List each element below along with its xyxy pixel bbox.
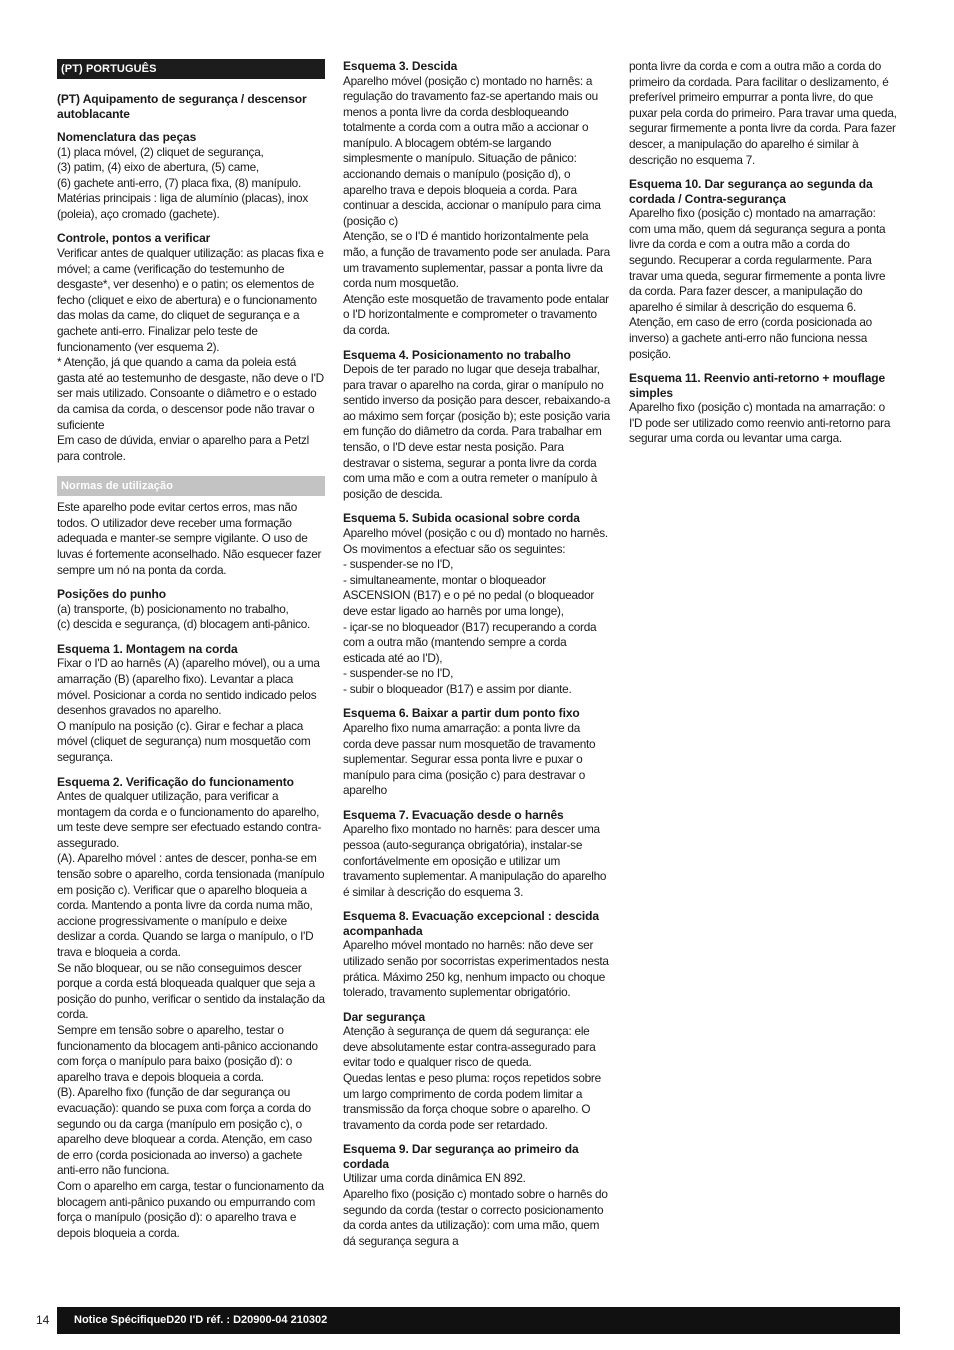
esquema5-text: Aparelho móvel (posição c ou d) montado no harnês. Os movimentos a efectuar são os seguintes: - suspender-se no I'D, - simultaneamente, montar o bloqueador ASCENSION (B17) e o pé no pedal (o bloqueador deve estar ligado ao harnês por uma longe), - içar-se no bloqueador (B17) recuperando a corda com a outra mão (mantendo sempre a corda esticada até ao I'D), - suspender-se no I'D, - subir o bloqueador (B17) e assim por diante.: [343, 525, 608, 696]
page-number: 14: [36, 1313, 50, 1327]
posicoes-heading: Posições do punho: [57, 587, 166, 602]
esquema9-text-part2: ponta livre da corda e com a outra mão a corda do primeiro da cordada. Para facilitar o deslizamento, é preferível primeiro empurrar a ponta livre, do que puxar pela corda do primeiro. Para travar uma queda, segurar firmemente a ponta livre da corda. Para fazer descer, a manipulação do aparelho é similar à descrição no esquema 7.: [629, 59, 897, 167]
esquema1-text: Fixar o I'D ao harnês (A) (aparelho móvel), ou a uma amarração (B) (aparelho fixo). Levantar a placa móvel. Posicionar a corda no sentido indicado pelos desenhos gravados no aparelho. O manípulo na posição (c). Girar e fechar a placa móvel (cliquet de segurança) num mosquetão com segurança.: [57, 656, 320, 764]
esquema9-text-part1: Utilizar uma corda dinâmica EN 892. Aparelho fixo (posição c) montado sobre o harnês do segundo da corda (testar o correcto posicionamento da corda antes da utilização): com uma mão, quem dá segurança segura a: [343, 1171, 608, 1248]
section-label-bar: (PT) PORTUGUÊS: [57, 59, 325, 79]
column-right: [629, 59, 897, 447]
dar-seguranca-heading: Dar segurança: [343, 1009, 426, 1024]
posicoes-text: (a) transporte, (b) posicionamento no trabalho, (c) descida e segurança, (d) blocagem anti-pânico.: [57, 601, 311, 632]
esquema2-text: Antes de qualquer utilização, para verificar a montagem da corda e o funcionamento do aparelho, um teste deve sempre ser efectuado estando contra-assegurado. (A). Aparelho móvel : antes de descer, ponha-se em tensão sobre o aparelho, corda tensionada (manípulo em posição c). Verificar que o aparelho bloqueia a corda. Mantendo a ponta livre da corda numa mão, accione progressivamente o manípulo e deixe deslizar a corda. Quando se larga o manípulo, o I'D trava e bloqueia a corda. Se não bloquear, ou se não conseguimos descer porque a corda está bloqueada qualquer que seja a posição do punho, verificar o sentido da instalação da corda. Sempre em tensão sobre o aparelho, testar o funcionamento da blocagem anti-pânico accionando com força o manípulo para baixo (posição d): o aparelho trava e depois bloqueia a corda. (B). Aparelho fixo (função de dar segurança ou evacuação): quando se puxa com força a corda do segundo ou da carga (manípulo em posição c), o aparelho deve bloquear a corda. Atenção, em caso de erro (corda posicionada ao inverso) a gachete anti-erro não funciona. Com o aparelho em carga, testar o funcionamento da blocagem anti-pânico puxando ou empurrando com força o manípulo (posição d): o aparelho trava e depois bloqueia a corda.: [57, 789, 325, 1240]
column-left: [57, 59, 325, 1241]
esquema8-heading: Esquema 8. Evacuação excepcional : descida acompanhada: [343, 909, 599, 938]
esquema10-text: Aparelho fixo (posição c) montado na amarração: com uma mão, quem dá segurança segura a ponta livre da corda e com a outra mão a corda do segundo. Recuperar a corda regularmente. Para travar uma queda, segurar firmemente a ponta livre da corda. Para fazer descer, a manipulação do aparelho é similar à descrição do esquema 6. Atenção, em caso de erro (corda posicionada ao inverso) a gachete anti-erro não funciona nessa posição.: [629, 206, 886, 361]
esquema9-heading: Esquema 9. Dar segurança ao primeiro da cordada: [343, 1142, 579, 1171]
esquema2-heading: Esquema 2. Verificação do funcionamento: [57, 774, 294, 789]
esquema1-heading: Esquema 1. Montagem na corda: [57, 641, 238, 656]
esquema3-heading: Esquema 3. Descida: [343, 59, 458, 73]
dar-seguranca-text: Atenção à segurança de quem dá segurança: ele deve absolutamente estar contra-assegurado para evitar todo e qualquer risco de queda. Quedas lentas e peso pluma: roços repetidos sobre um largo comprimento de corda podem limitar a transmissão da força choque sobre o aparelho. O travamento da corda pode ser retardado.: [343, 1024, 601, 1132]
normas-text: Este aparelho pode evitar certos erros, mas não todos. O utilizador deve receber uma formação adequada e manter-se sempre vigilante. O uso de luvas é fortemente aconselhado. Não esquecer fazer sempre um nó na ponta da corda.: [57, 500, 322, 577]
esquema11-text: Aparelho fixo (posição c) montada na amarração: o I'D pode ser utilizado como reenvio anti-retorno para segurar uma corda ou levantar uma carga.: [629, 400, 891, 446]
esquema8-text: Aparelho móvel montado no harnês: não deve ser utilizado senão por socorristas experimentados nesta prática. Máximo 250 kg, nenhum impacto ou choque tolerado, travamento suplementar obrigatório.: [343, 938, 609, 1000]
nomenclatura-text: (1) placa móvel, (2) cliquet de segurança, (3) patim, (4) eixo de abertura, (5) came, (6) gachete anti-erro, (7) placa fixa, (8) manípulo. Matérias principais : liga de alumínio (placas), inox (poleia), aço cromado (gachete).: [57, 144, 308, 221]
normas-label-bar: Normas de utilização: [57, 476, 325, 496]
esquema11-heading: Esquema 11. Reenvio anti-retorno + mouflage simples: [629, 371, 886, 400]
esquema4-heading: Esquema 4. Posicionamento no trabalho: [343, 347, 571, 362]
esquema6-text: Aparelho fixo numa amarração: a ponta livre da corda deve passar num mosquetão de travamento suplementar. Segurar essa ponta livre e puxar o manípulo para cima (posição c) para destravar o aparelho: [343, 720, 596, 798]
footer-notice-bar: Notice SpécifiqueD20 I'D réf. : D20900-04 210302: [57, 1307, 900, 1334]
column-middle: [343, 59, 611, 1249]
controle-heading: Controle, pontos a verificar: [57, 231, 211, 246]
page-footer: [0, 1307, 954, 1334]
esquema7-heading: Esquema 7. Evacuação desde o harnês: [343, 807, 564, 822]
document-title: (PT) Aquipamento de segurança / descensor autoblacante: [57, 92, 307, 121]
esquema3-text: Aparelho móvel (posição c) montado no harnês: a regulação do travamento faz-se apertando mais ou menos a ponta livre da corda desbloqueando totalmente a corda com a outra mão a accionar o manípulo. A blocagem obtém-se largando simplesmente o manípulo. Situação de pânico: accionando demais o manípulo (posição d), o aparelho trava e depois bloqueia a corda. Para continuar a descida, accionar o manípulo para cima (posição c) Atenção, se o I'D é mantido horizontalmente pela mão, a função de travamento pode ser anulada. Para um travamento suplementar, passar a ponta livre da corda num mosquetão. Atenção este mosquetão de travamento pode entalar o I'D horizontalmente e comprometer o travamento da corda.: [343, 73, 610, 337]
esquema10-heading: Esquema 10. Dar segurança ao segunda da cordada / Contra-segurança: [629, 177, 873, 206]
esquema4-text: Depois de ter parado no lugar que deseja trabalhar, para travar o aparelho na corda, girar o manípulo no sentido inverso da posição para descer, rebaixando-a ao máximo sem forçar (posição b); este posição varia em função do diâmetro da corda. Para trabalhar em tensão, o I'D deve estar nesta posição. Para destravar o sistema, segurar a ponta livre da corda com uma mão e com a outra remeter o manípulo à posição de descida.: [343, 362, 611, 501]
esquema5-heading: Esquema 5. Subida ocasional sobre corda: [343, 511, 580, 526]
controle-text: Verificar antes de qualquer utilização: as placas fixa e móvel; a came (verificação do testemunho de desgaste*, ver desenho) e o patin; os elementos de fecho (cliquet e eixo de abertura) e o funcionamento das molas da came, do cliquet de segurança e a gachete anti-erro. Finalizar pelo teste de funcionamento (ver esquema 2). * Atenção, já que quando a cama da poleia está gasta até ao testemunho de desgaste, não deve o I'D ser mais utilizado. Consoante o diâmetro e o estado da camisa da corda, o descensor pode não travar o suficiente Em caso de dúvida, enviar o aparelho para a Petzl para controle.: [57, 245, 324, 463]
esquema6-heading: Esquema 6. Baixar a partir dum ponto fixo: [343, 706, 580, 721]
nomenclatura-heading: Nomenclatura das peças: [57, 130, 197, 144]
esquema7-text: Aparelho fixo montado no harnês: para descer uma pessoa (auto-segurança obrigatória), instalar-se confortávelmente em oposição e utilizar um travamento suplementar. A manipulação do aparelho é similar à descrição do esquema 3.: [343, 822, 607, 899]
